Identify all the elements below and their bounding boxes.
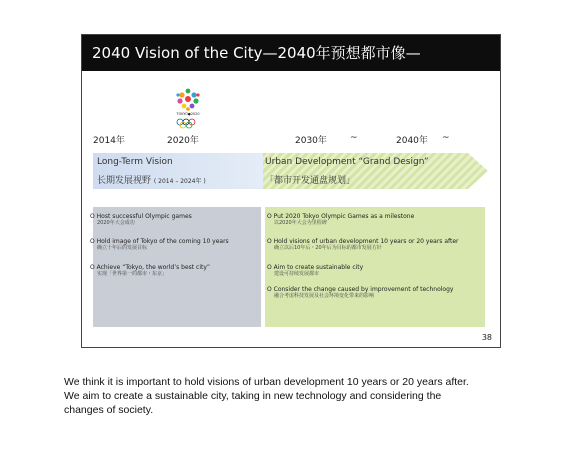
- year-tilde-2: ~: [442, 133, 450, 143]
- right-item-2-zh: 确立以后10年后・20年后为目标的都市发展方针: [274, 245, 382, 251]
- year-2014: 2014年: [93, 136, 125, 146]
- right-item-1: [267, 213, 414, 227]
- svg-text:TOKYO●2020: TOKYO●2020: [176, 112, 200, 116]
- year-2040: 2040年: [396, 136, 428, 146]
- right-item-3-en: O Aim to create sustainable city: [267, 264, 364, 271]
- left-item-3: [90, 264, 210, 278]
- slide: [81, 34, 501, 348]
- long-term-vision-range: ( 2014 – 2024年 ): [153, 178, 206, 185]
- left-item-2-en: O Hold image of Tokyo of the coming 10 years: [90, 238, 229, 245]
- right-item-2-en: O Hold visions of urban development 10 years or 20 years after: [267, 238, 459, 245]
- left-item-1: [90, 213, 192, 227]
- right-item-4-zh: 融合考虑科技发展及社会环境变化带来的影响: [274, 293, 375, 299]
- caption-line-3: changes of society.: [64, 404, 154, 416]
- right-item-3-zh: 建设可持续发展都市: [274, 271, 320, 277]
- year-tilde-1: ~: [350, 133, 358, 143]
- right-item-3: [267, 264, 363, 278]
- slide-title: 2040 Vision of the City—2040年预想都市像—: [82, 35, 500, 71]
- right-item-1-en: O Put 2020 Tokyo Olympic Games as a milestone: [267, 213, 415, 220]
- left-item-2-zh: 确立十年后的发展目标: [97, 245, 148, 251]
- long-term-vision-subtitle: [97, 173, 206, 186]
- page-number: 38: [481, 333, 492, 342]
- left-item-3-en: O Achieve “Tokyo, the world’s best city”: [90, 264, 211, 271]
- grand-design-title: Urban Development “Grand Design”: [265, 157, 429, 167]
- long-term-vision-subtitle-zh: 长期发展视野: [97, 176, 152, 186]
- caption: [64, 375, 544, 417]
- caption-line-1: We think it is important to hold visions of urban development 10 years or 20 years after.: [64, 376, 469, 388]
- grand-design-subtitle: 「都市开发通盘规划」: [265, 176, 356, 186]
- left-item-3-zh: 实现「世界第一的都市・东京」: [97, 271, 168, 277]
- tokyo-2020-logo: [171, 85, 205, 129]
- left-item-2: [90, 238, 229, 252]
- year-2020: 2020年: [167, 136, 199, 146]
- right-item-4-en: O Consider the change caused by improvement of technology: [267, 286, 454, 293]
- long-term-vision-title: Long-Term Vision: [97, 157, 173, 167]
- caption-line-2: We aim to create a sustainable city, taking in new technology and considering the: [64, 390, 442, 402]
- left-item-1-en: O Host successful Olympic games: [90, 213, 192, 220]
- right-item-1-zh: 以2020年大会为里程碑: [274, 220, 327, 226]
- left-item-1-zh: 2020年大会成功: [97, 220, 135, 226]
- right-item-2: [267, 238, 459, 252]
- right-item-4: [267, 286, 453, 300]
- year-2030: 2030年: [295, 136, 327, 146]
